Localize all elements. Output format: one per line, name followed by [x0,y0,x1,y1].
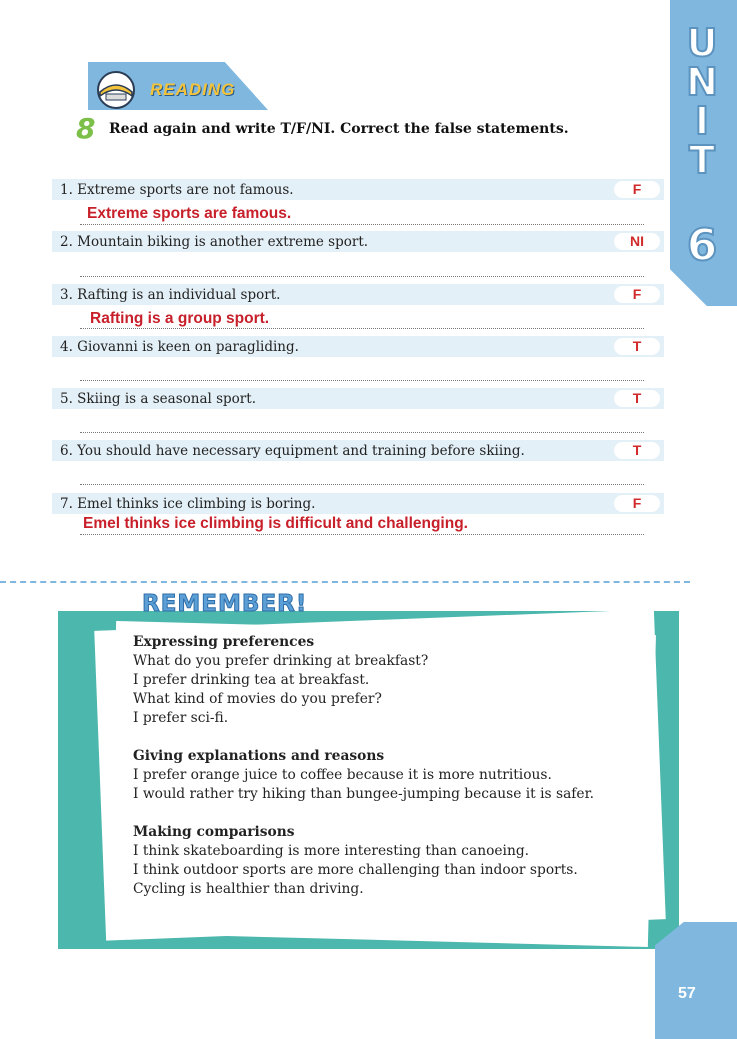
statement-text: 5. Skiing is a seasonal sport. [60,391,256,407]
reading-book-icon [92,70,140,110]
answer-box[interactable]: F [614,286,660,303]
unit-label [680,21,724,182]
statement-text: 2. Mountain biking is another extreme sport. [60,234,369,250]
answer-box[interactable]: T [614,338,660,355]
statement-text: 7. Emel thinks ice climbing is boring. [60,496,316,512]
answer-box[interactable]: T [614,390,660,407]
answer-box[interactable]: T [614,442,660,459]
statement-row [52,231,664,252]
statement-text: 1. Extreme sports are not famous. [60,182,294,198]
group-heading: Giving explanations and reasons [133,748,385,764]
example-line: I think skateboarding is more interesting than canoeing. [133,843,530,859]
group-heading: Making comparisons [133,824,295,840]
task-instruction: Read again and write T/F/NI. Correct the false statements. [109,121,569,137]
correction-line[interactable] [80,380,644,381]
dashed-separator [0,581,690,583]
spacer [133,728,653,747]
spacer [133,804,653,823]
correction-line[interactable] [80,534,644,535]
page-corner [655,922,737,1039]
correction-line[interactable] [80,328,644,329]
correction-line[interactable] [80,276,644,277]
statement-row [52,388,664,409]
correction-text: Emel thinks ice climbing is difficult and challenging. [83,515,468,532]
correction-text: Rafting is a group sport. [90,310,270,327]
example-line: I prefer orange juice to coffee because it is more nutritious. [133,767,552,783]
correction-line[interactable] [80,484,644,485]
answer-box[interactable]: F [614,495,660,512]
unit-letter: I [694,99,710,143]
unit-letter: N [686,60,718,104]
example-line: Cycling is healthier than driving. [133,881,364,897]
example-line: I prefer drinking tea at breakfast. [133,672,370,688]
example-line: I would rather try hiking than bungee-jumping because it is safer. [133,786,595,802]
statement-text: 3. Rafting is an individual sport. [60,287,281,303]
example-line: What do you prefer drinking at breakfast? [133,653,429,669]
statement-row [52,493,664,514]
example-line: I prefer sci-fi. [133,710,229,726]
remember-content [133,633,653,899]
statement-row [52,440,664,461]
example-line: What kind of movies do you prefer? [133,691,382,707]
example-line: I think outdoor sports are more challenging than indoor sports. [133,862,578,878]
unit-number: 6 [686,220,718,271]
answer-box[interactable]: F [614,181,660,198]
correction-line[interactable] [80,224,644,225]
statement-row [52,284,664,305]
answer-box[interactable]: NI [614,233,660,250]
statement-text: 4. Giovanni is keen on paragliding. [60,339,299,355]
group-heading: Expressing preferences [133,634,315,650]
statement-row [52,336,664,357]
correction-line[interactable] [80,432,644,433]
correction-text: Extreme sports are famous. [87,205,292,222]
statement-row [52,179,664,200]
section-label: READING [150,80,236,99]
page-number: 57 [678,985,696,1002]
task-number: 8 [76,112,96,145]
remember-title: REMEMBER! [142,591,308,617]
unit-letter: T [689,138,715,182]
unit-letter: U [686,21,718,65]
statement-text: 6. You should have necessary equipment and training before skiing. [60,443,525,459]
